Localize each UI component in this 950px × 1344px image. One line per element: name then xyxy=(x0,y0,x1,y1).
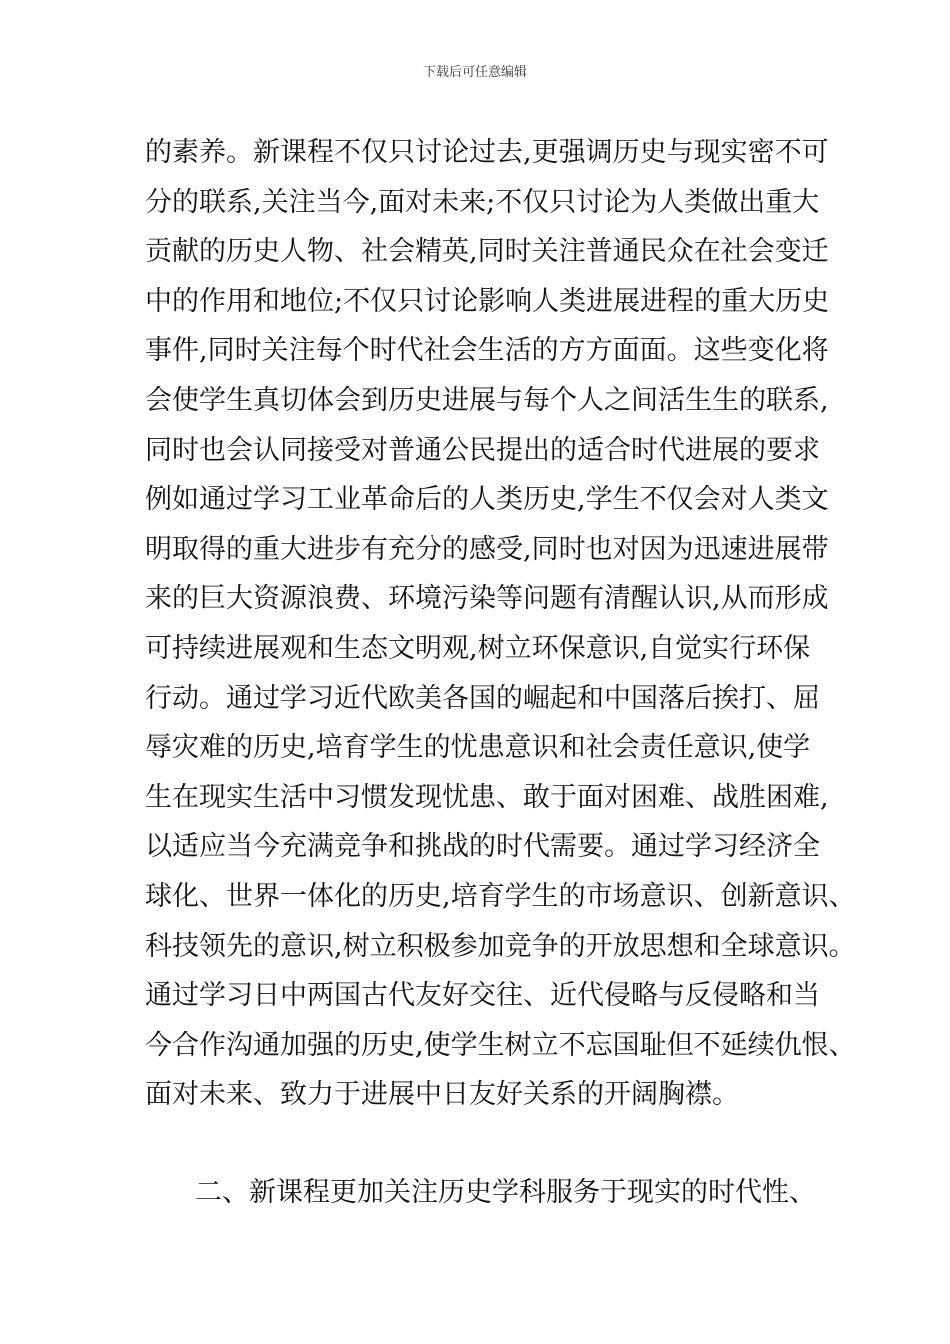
body-paragraph xyxy=(145,128,856,1120)
paragraph-line: 可持续进展观和生态文明观,树立环保意识,自觉实行环保 xyxy=(145,632,811,664)
paragraph-line: 辱灾难的历史,培育学生的忧患意识和社会责任意识,使学 xyxy=(145,732,811,764)
paragraph-line: 会使学生真切体会到历史进展与每个人之间活生生的联系, xyxy=(145,384,829,416)
paragraph-line: 中的作用和地位;不仅只讨论影响人类进展进程的重大历史 xyxy=(145,285,830,317)
section-heading: 二、新课程更加关注历史学科服务于现实的时代性、 xyxy=(195,1177,816,1208)
paragraph-line: 行动。通过学习近代欧美各国的崛起和中国落后挨打、屈 xyxy=(145,682,820,714)
page-header: 下载后可任意编辑 xyxy=(422,65,527,80)
paragraph-line: 例如通过学习工业革命后的人类历史,学生不仅会对人类文 xyxy=(145,484,829,516)
paragraph-line: 来的巨大资源浪费、环境污染等问题有清醒认识,从而形成 xyxy=(145,583,829,615)
paragraph-line: 生在现实生活中习惯发现忧患、敢于面对困难、战胜困难, xyxy=(145,781,829,813)
paragraph-line: 明取得的重大进步有充分的感受,同时也对因为迅速进展带 xyxy=(145,533,829,565)
paragraph-line: 事件,同时关注每个时代社会生活的方方面面。这些变化将 xyxy=(145,335,829,367)
paragraph-line: 同时也会认同接受对普通公民提出的适合时代进展的要求 xyxy=(145,434,820,466)
paragraph-line: 科技领先的意识,树立积极参加竞争的开放思想和全球意识。 xyxy=(145,930,856,962)
paragraph-line: 贡献的历史人物、社会精英,同时关注普通民众在社会变迁 xyxy=(145,236,829,268)
paragraph-line: 的素养。新课程不仅只讨论过去,更强调历史与现实密不可 xyxy=(145,137,829,168)
paragraph-line: 今合作沟通加强的历史,使学生树立不忘国耻但不延续仇恨、 xyxy=(145,1029,856,1061)
paragraph-line: 通过学习日中两国古代友好交往、近代侵略与反侵略和当 xyxy=(145,980,820,1012)
paragraph-line: 面对未来、致力于进展中日友好关系的开阔胸襟。 xyxy=(145,1079,739,1111)
paragraph-line: 球化、世界一体化的历史,培育学生的市场意识、创新意识、 xyxy=(145,880,856,912)
paragraph-line: 分的联系,关注当今,面对未来;不仅只讨论为人类做出重大 xyxy=(145,186,820,218)
paragraph-line: 以适应当今充满竞争和挑战的时代需要。通过学习经济全 xyxy=(145,831,820,863)
